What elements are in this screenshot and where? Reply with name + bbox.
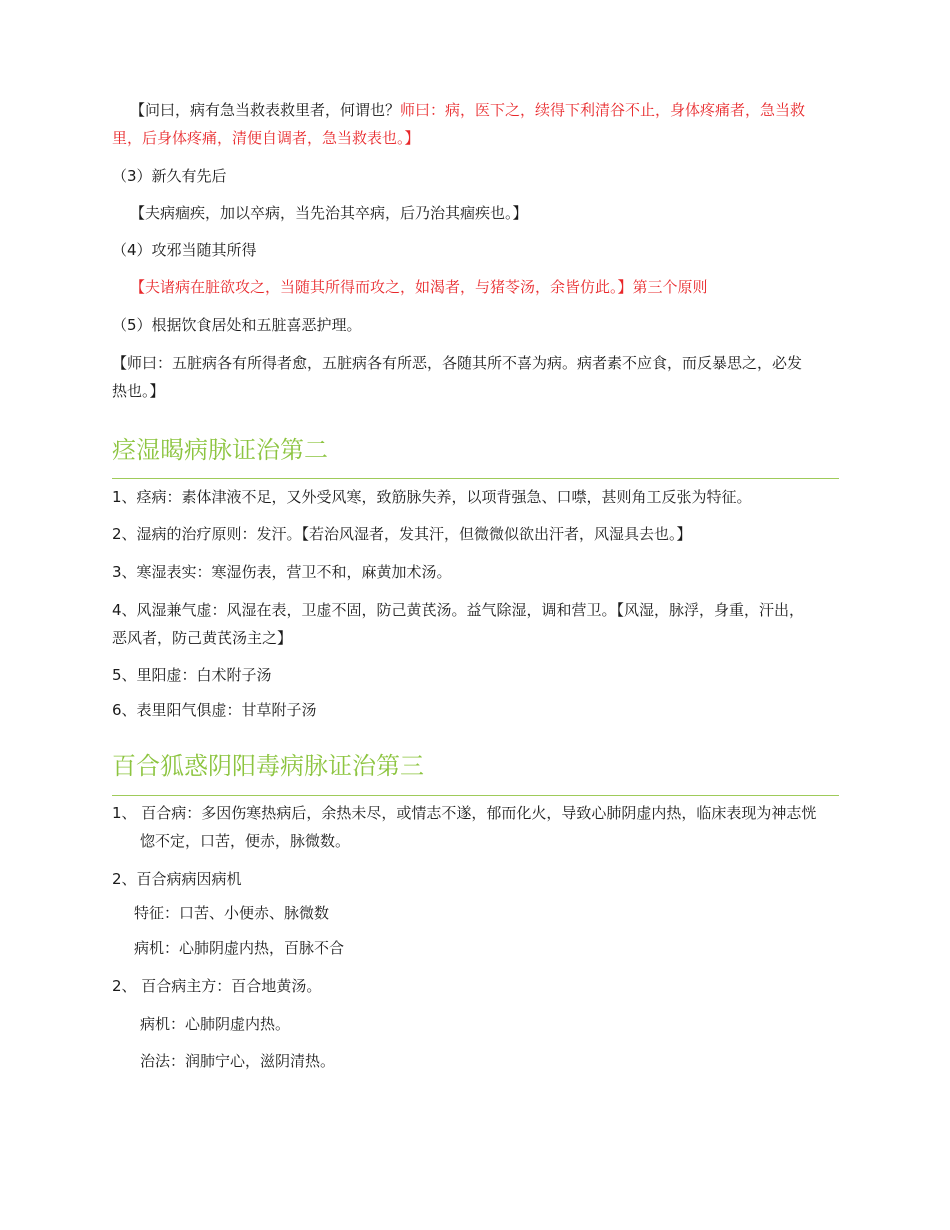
paragraph-4-line-2: 恶风者，防己黄芪汤主之】 bbox=[112, 629, 293, 647]
paragraph-1-line-1: 1、 百合病：多因伤寒热病后，余热未尽，或情志不遂，郁而化火，导致心肺阴虚内热，临床表现为神志恍 bbox=[112, 804, 817, 822]
section-heading: 痉湿暍病脉证治第二 bbox=[112, 436, 328, 464]
heading-divider bbox=[112, 478, 839, 479]
item-4-title: （4）攻邪当随其所得 bbox=[112, 241, 257, 259]
paragraph-2: 2、湿病的治疗原则：发汗。【若治风湿者，发其汗，但微微似欲出汗者，风湿具去也。】 bbox=[112, 525, 692, 543]
item-4-quote: 【夫诸病在脏欲攻之，当随其所得而攻之，如渴者，与猪苓汤，余皆仿此。】第三个原则 bbox=[130, 278, 708, 296]
paragraph-1-line-2: 惚不定，口苦，便赤，脉微数。 bbox=[140, 832, 351, 850]
paragraph-4-line-1: 4、风湿兼气虚：风湿在表，卫虚不固，防己黄芪汤。益气除湿，调和营卫。【风湿，脉浮，身重，汗出， bbox=[112, 601, 805, 619]
paragraph-2-title: 2、百合病病因病机 bbox=[112, 870, 242, 888]
quote-answer-continued: 里，后身体疼痛，清便自调者，急当救表也。】 bbox=[112, 129, 420, 147]
paragraph-2-feature: 特征：口苦、小便赤、脉微数 bbox=[134, 904, 330, 922]
paragraph-3-treatment: 治法：润肺宁心，滋阴清热。 bbox=[140, 1052, 336, 1070]
item-5-quote-line-1: 【师曰：五脏病各有所得者愈，五脏病各有所恶，各随其所不喜为病。病者素不应食，而反暴思之，必发 bbox=[112, 354, 803, 372]
paragraph-6: 6、表里阳气俱虚：甘草附子汤 bbox=[112, 701, 317, 719]
paragraph-2-mechanism: 病机：心肺阴虚内热，百脉不合 bbox=[134, 939, 345, 957]
quote-paragraph-line bbox=[130, 96, 856, 124]
paragraph-3: 3、寒湿表实：寒湿伤表，营卫不和，麻黄加术汤。 bbox=[112, 563, 452, 581]
item-5-title: （5）根据饮食居处和五脏喜恶护理。 bbox=[112, 316, 362, 334]
quote-answer: 师曰：病，医下之，续得下利清谷不止，身体疼痛者，急当救 bbox=[400, 101, 806, 119]
heading-divider bbox=[112, 795, 839, 796]
paragraph-1: 1、痉病：素体津液不足，又外受风寒，致筋脉失养，以项背强急、口噤，甚则角工反张为特征。 bbox=[112, 488, 752, 506]
item-3-quote: 【夫病痼疾，加以卒病，当先治其卒病，后乃治其痼疾也。】 bbox=[130, 204, 528, 222]
section-heading: 百合狐惑阴阳毒病脉证治第三 bbox=[112, 752, 424, 780]
paragraph-3-title: 2、 百合病主方：百合地黄汤。 bbox=[112, 977, 322, 995]
paragraph-3-mechanism: 病机：心肺阴虚内热。 bbox=[140, 1015, 291, 1033]
quote-question: 【问曰，病有急当救表救里者，何谓也？ bbox=[130, 101, 401, 119]
paragraph-5: 5、里阳虚：白术附子汤 bbox=[112, 666, 272, 684]
item-3-title: （3）新久有先后 bbox=[112, 167, 227, 185]
item-5-quote-line-2: 热也。】 bbox=[112, 382, 165, 400]
